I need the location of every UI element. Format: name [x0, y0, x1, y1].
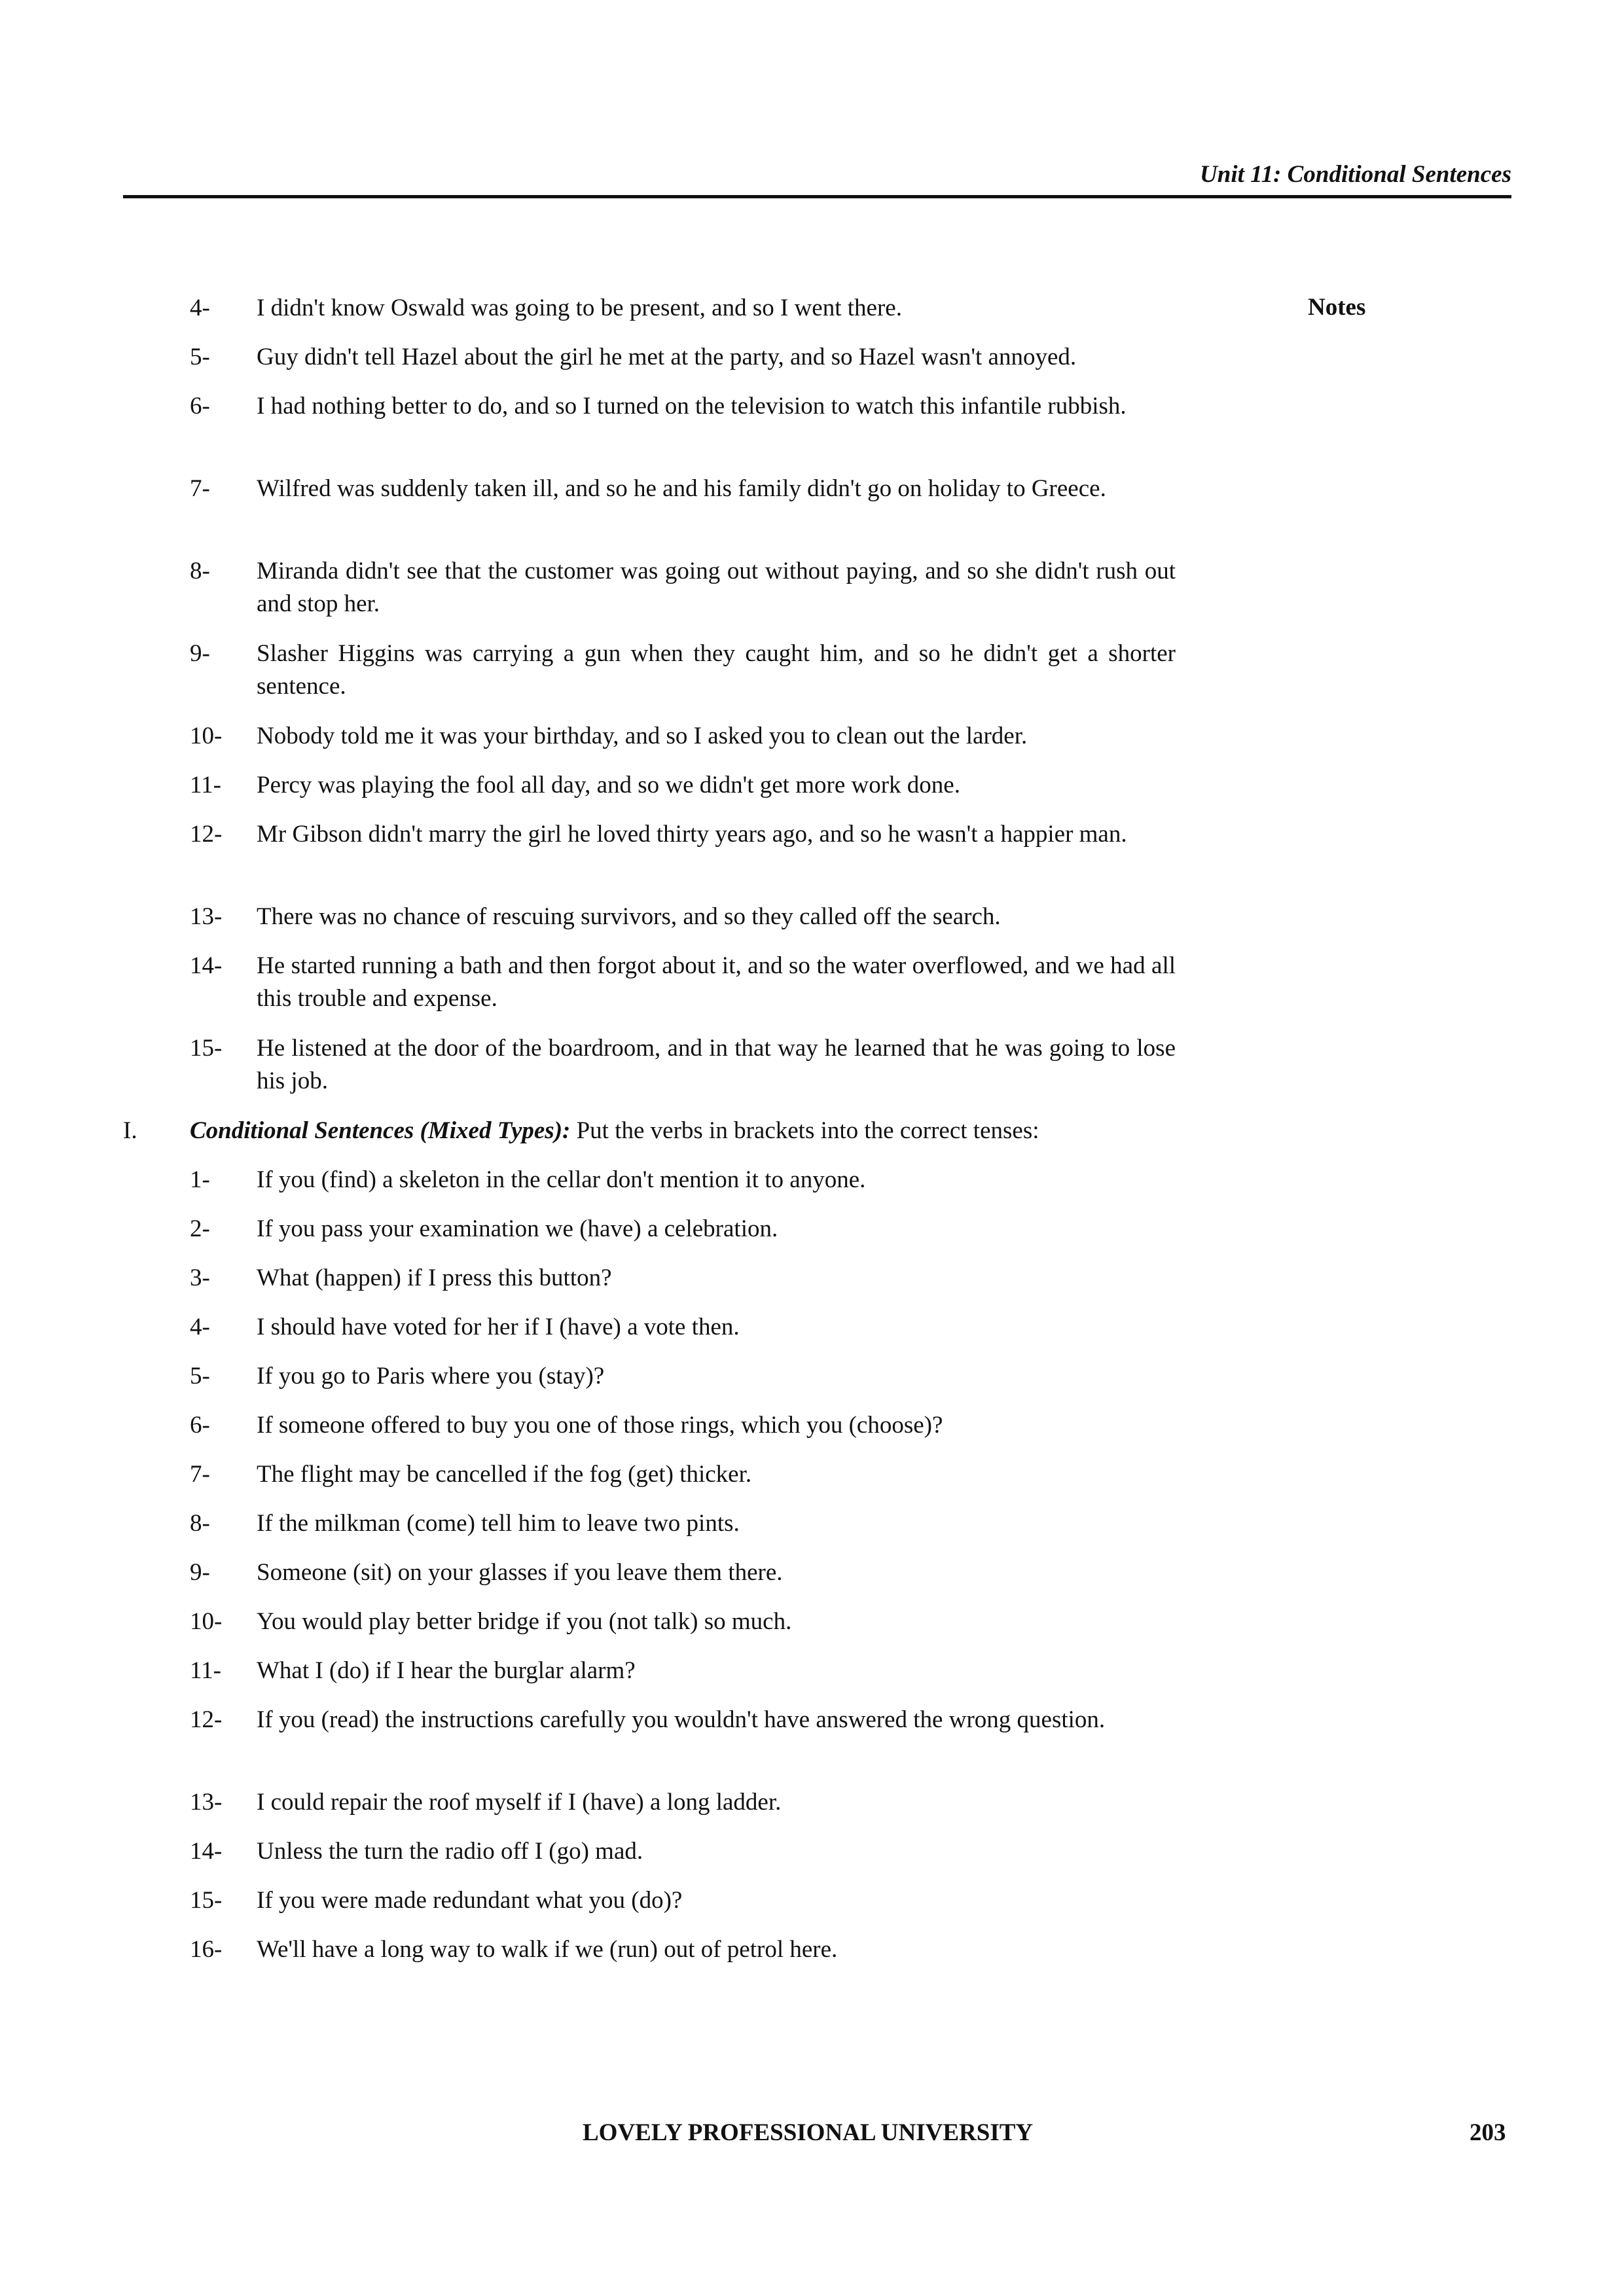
item-number: 4-: [190, 295, 210, 321]
item-text: I should have voted for her if I (have) a vote then.: [257, 1314, 740, 1340]
item-text: I could repair the roof myself if I (have) a long ladder.: [257, 1789, 782, 1816]
item-number: 12-: [190, 1706, 223, 1733]
item-text: What (happen) if I press this button?: [257, 1265, 612, 1291]
item-number: 13-: [190, 903, 223, 930]
item-number: 15-: [190, 1035, 223, 1062]
item-text: There was no chance of rescuing survivors, and so they called off the search.: [257, 903, 1001, 930]
item-number: 6-: [190, 393, 210, 420]
item-number: 1-: [190, 1166, 210, 1193]
item-text: If you (read) the instructions carefully you wouldn't have answered the wrong question.: [257, 1706, 1106, 1733]
unit-title: Unit 11: Conditional Sentences: [1200, 161, 1511, 188]
notes-label: Notes: [1308, 294, 1366, 321]
item-text: Unless the turn the radio off I (go) mad.: [257, 1838, 643, 1865]
item-number: 16-: [190, 1936, 223, 1963]
item-text: Percy was playing the fool all day, and so we didn't get more work done.: [257, 772, 960, 798]
item-number: 7-: [190, 475, 210, 502]
item-number: 2-: [190, 1215, 210, 1242]
item-text: If you pass your examination we (have) a celebration.: [257, 1215, 778, 1242]
section-number: I.: [123, 1117, 137, 1144]
item-text: Slasher Higgins was carrying a gun when they caught him, and so he didn't get a shorter sentence.: [257, 640, 1176, 700]
item-text: Nobody told me it was your birthday, and so I asked you to clean out the larder.: [257, 723, 1028, 749]
item-number: 5-: [190, 344, 210, 370]
item-number: 14-: [190, 952, 223, 979]
item-number: 9-: [190, 640, 210, 667]
item-number: 13-: [190, 1789, 223, 1816]
item-text: He listened at the door of the boardroom, and in that way he learned that he was going to lose his job.: [257, 1035, 1176, 1094]
item-number: 10-: [190, 1608, 223, 1635]
page-number: 203: [1470, 2119, 1506, 2146]
item-number: 8-: [190, 558, 210, 584]
item-text: You would play better bridge if you (not talk) so much.: [257, 1608, 792, 1635]
item-text: What I (do) if I hear the burglar alarm?: [257, 1657, 636, 1684]
footer-university: LOVELY PROFESSIONAL UNIVERSITY: [583, 2119, 1034, 2146]
item-text: Mr Gibson didn't marry the girl he loved thirty years ago, and so he wasn't a happier man.: [257, 821, 1127, 848]
item-number: 15-: [190, 1887, 223, 1914]
item-number: 10-: [190, 723, 223, 749]
item-text: Miranda didn't see that the customer was going out without paying, and so she didn't rush out and stop her.: [257, 558, 1176, 617]
section-body: [190, 1115, 1176, 1147]
item-text: He started running a bath and then forgot about it, and so the water overflowed, and we had all this trouble and expense.: [257, 952, 1176, 1012]
item-number: 11-: [190, 1657, 221, 1684]
section-title: Conditional Sentences (Mixed Types):: [190, 1117, 571, 1144]
item-number: 11-: [190, 772, 221, 798]
item-text: The flight may be cancelled if the fog (get) thicker.: [257, 1461, 752, 1488]
item-text: I had nothing better to do, and so I turned on the television to watch this infantile rubbish.: [257, 393, 1127, 420]
page-header: [123, 157, 1511, 198]
item-number: 4-: [190, 1314, 210, 1340]
item-number: 6-: [190, 1412, 210, 1439]
item-number: 8-: [190, 1510, 210, 1537]
item-number: 5-: [190, 1363, 210, 1390]
item-text: Guy didn't tell Hazel about the girl he met at the party, and so Hazel wasn't annoyed.: [257, 344, 1077, 370]
item-text: Wilfred was suddenly taken ill, and so he and his family didn't go on holiday to Greece.: [257, 475, 1106, 502]
item-text: If the milkman (come) tell him to leave two pints.: [257, 1510, 740, 1537]
item-text: We'll have a long way to walk if we (run) out of petrol here.: [257, 1936, 838, 1963]
item-number: 12-: [190, 821, 223, 848]
item-number: 7-: [190, 1461, 210, 1488]
item-number: 3-: [190, 1265, 210, 1291]
item-text: Someone (sit) on your glasses if you leave them there.: [257, 1559, 783, 1586]
section-instruction: Put the verbs in brackets into the correct tenses:: [570, 1117, 1039, 1144]
item-text: If you go to Paris where you (stay)?: [257, 1363, 605, 1390]
item-text: If you (find) a skeleton in the cellar don't mention it to anyone.: [257, 1166, 866, 1193]
item-number: 9-: [190, 1559, 210, 1586]
item-text: I didn't know Oswald was going to be present, and so I went there.: [257, 295, 902, 321]
item-text: If someone offered to buy you one of those rings, which you (choose)?: [257, 1412, 943, 1439]
item-text: If you were made redundant what you (do)?: [257, 1887, 683, 1914]
item-number: 14-: [190, 1838, 223, 1865]
